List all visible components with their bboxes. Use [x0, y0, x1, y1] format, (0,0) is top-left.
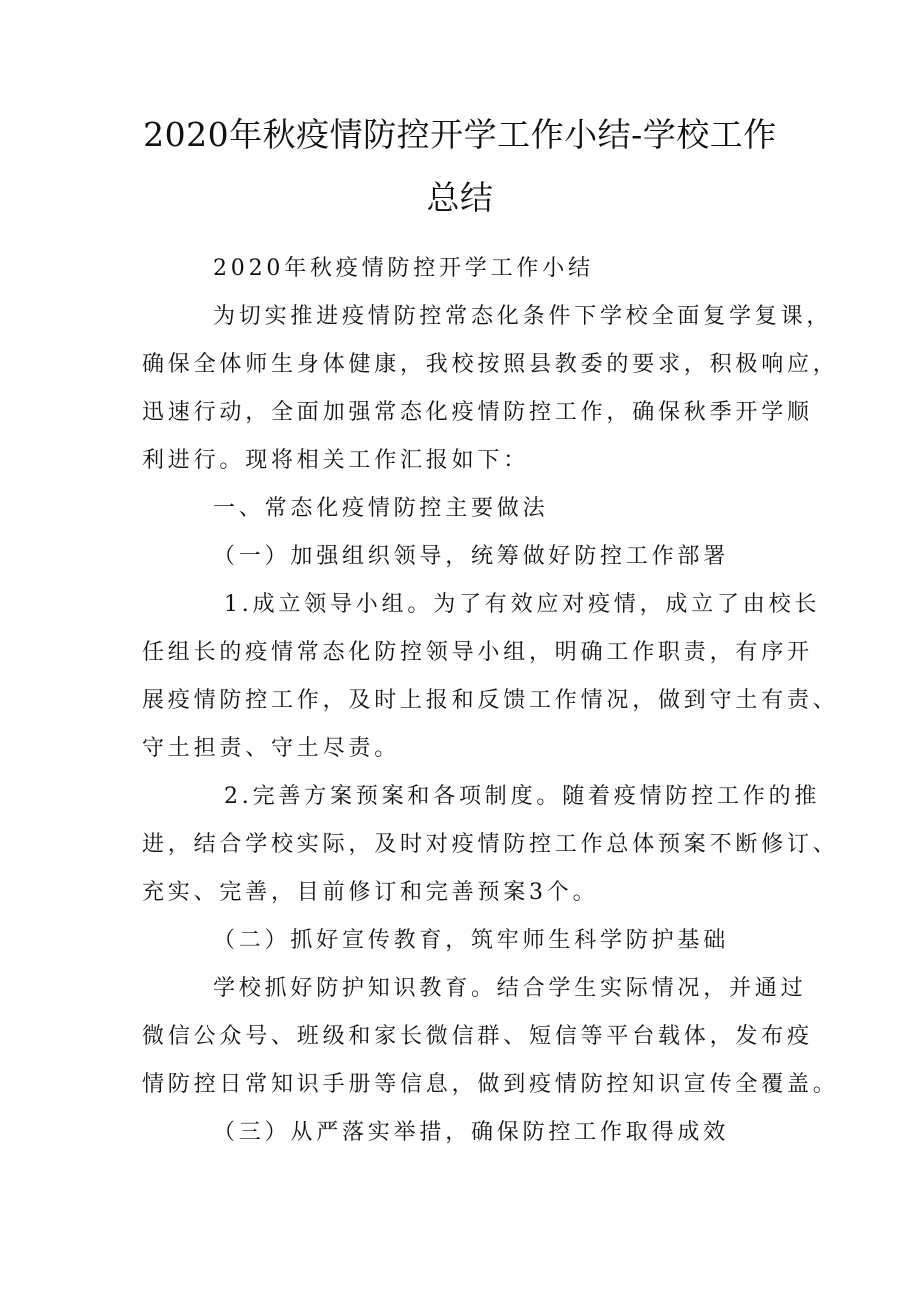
subsection-heading: （二）抓好宣传教育，筑牢师生科学防护基础 [213, 928, 730, 953]
paragraph-line: 充实、完善，目前修订和完善预案3个。 [142, 880, 599, 905]
paragraph-line: 2.完善方案预案和各项制度。随着疫情防控工作的推 [224, 784, 821, 809]
section-heading: 一、常态化疫情防控主要做法 [213, 496, 549, 521]
paragraph-line: 展疫情防控工作，及时上报和反馈工作情况，做到守土有责、 [142, 688, 839, 713]
paragraph-line: 进，结合学校实际，及时对疫情防控工作总体预案不断修订、 [142, 832, 839, 857]
paragraph-line: 微信公众号、班级和家长微信群、短信等平台载体，发布疫 [142, 1024, 813, 1049]
document-title-line-2: 总结 [426, 178, 494, 217]
paragraph-line: 任组长的疫情常态化防控领导小组，明确工作职责，有序开 [142, 640, 813, 665]
paragraph-line: 确保全体师生身体健康，我校按照县教委的要求，积极响应， [142, 352, 839, 377]
paragraph-line: 1.成立领导小组。为了有效应对疫情，成立了由校长 [224, 592, 821, 617]
subsection-heading: （一）加强组织领导，统筹做好防控工作部署 [213, 544, 730, 569]
subtitle-line: 2020年秋疫情防控开学工作小结 [213, 256, 594, 281]
subsection-heading: （三）从严落实举措，确保防控工作取得成效 [213, 1120, 730, 1145]
paragraph-line: 守土担责、守土尽责。 [142, 736, 401, 761]
paragraph-line: 情防控日常知识手册等信息，做到疫情防控知识宣传全覆盖。 [142, 1072, 839, 1097]
paragraph-line: 利进行。现将相关工作汇报如下： [142, 448, 530, 473]
paragraph-line: 为切实推进疫情防控常态化条件下学校全面复学复课， [213, 304, 833, 329]
document-title-line-1: 2020年秋疫情防控开学工作小结-学校工作 [143, 115, 777, 154]
paragraph-line: 学校抓好防护知识教育。结合学生实际情况，并通过 [213, 976, 807, 1001]
paragraph-line: 迅速行动，全面加强常态化疫情防控工作，确保秋季开学顺 [142, 400, 813, 425]
